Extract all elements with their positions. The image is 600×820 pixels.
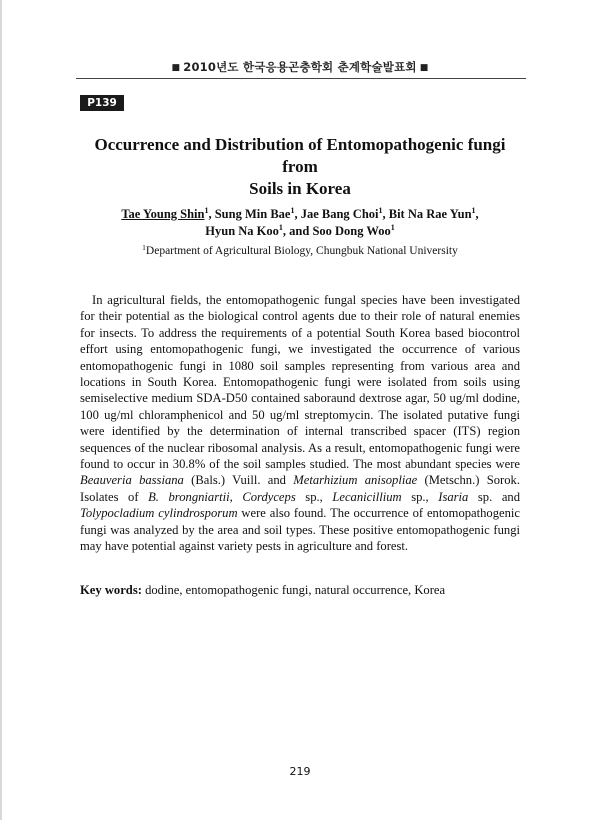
author-name: Tae Young Shin: [121, 207, 205, 221]
header-divider: [76, 78, 526, 79]
author-name: Sung Min Bae: [214, 207, 291, 221]
species-name: Beauveria bassiana: [80, 473, 184, 488]
author-separator: ,: [382, 207, 389, 221]
author-affiliation-mark: 1: [378, 206, 383, 215]
conference-name: 2010년도 한국응용곤충학회 춘계학술발표회: [183, 60, 417, 74]
abstract-text: ,: [229, 489, 243, 504]
conference-header-text: [169, 59, 432, 75]
title-line-2: Soils in Korea: [249, 179, 351, 198]
author-separator: ,: [475, 207, 479, 221]
page-number: 219: [289, 765, 311, 778]
author-affiliation-mark: 1: [278, 223, 283, 232]
author-affiliation-mark: 1: [290, 206, 295, 215]
keywords: [80, 582, 520, 598]
affiliation-mark: 1: [142, 243, 146, 252]
author-name: Hyun Na Koo: [205, 224, 279, 238]
author-name: Soo Dong Woo: [312, 224, 391, 238]
abstract-text: In agricultural fields, the entomopathogenic fungal species have been investigated for their potential as the biological control agents due to their role of natural enemies for insects. To address the requirements of a potential South Korea based biocontrol effort using entomopathogenic fungi, we investigated the occurrence of various entomopathogenic fungi in 1080 soil samples representing from various area and locations in South Korea. Entomopathogenic fungi were isolated from soils using semiselective medium SDA-D50 contained saboraund dextrose agar, 50 ug/ml dodine, 100 ug/ml chloramphenicol and 50 ug/ml streptomycin. The isolated putative fungi were identified by the determination of internal transcribed spacer (ITS) region sequences of the nuclear ribosomal analysis. As a result, entomopathogenic fungi were found to occur in 30.8% of the soil samples studied. The most abundant species were: [80, 293, 520, 472]
header-bullet-left: ■: [171, 63, 181, 73]
author-name: Bit Na Rae Yun: [388, 207, 472, 221]
species-name: Metarhizium anisopliae: [293, 473, 418, 488]
abstract-text: sp.,: [295, 489, 333, 504]
page-edge: [0, 0, 2, 820]
abstract-text: (Bals.) Vuill. and: [183, 473, 294, 488]
species-name: Tolypocladium cylindrosporum: [80, 506, 238, 521]
author-separator: ,: [294, 207, 301, 221]
abstract-text: (Metschn.) Sorok. Isolates of: [80, 473, 520, 504]
header-bullet-right: ■: [419, 63, 429, 73]
abstract-body: [80, 292, 520, 555]
species-name: B. brongniartii: [148, 489, 230, 504]
author-name: Jae Bang Choi: [300, 207, 379, 221]
author-separator: , and: [282, 224, 313, 238]
keywords-text: dodine, entomopathogenic fungi, natural occurrence, Korea: [141, 583, 446, 597]
author-affiliation-mark: 1: [204, 206, 209, 215]
affiliation: [80, 244, 520, 259]
paper-title: [80, 134, 520, 200]
author-separator: ,: [208, 207, 215, 221]
author-list: [80, 206, 520, 240]
species-name: Cordyceps: [242, 489, 296, 504]
abstract-text: were also found. The occurrence of entomopathogenic fungi was analyzed by the area and soil types. These positive entomopathogenic fungi may have potential against variety pests in agriculture and forest.: [80, 506, 520, 554]
species-name: Lecanicillium: [332, 489, 402, 504]
species-name: Isaria: [438, 489, 469, 504]
poster-code-badge: P139: [80, 95, 124, 111]
affiliation-text: Department of Agricultural Biology, Chungbuk National University: [145, 245, 458, 257]
author-affiliation-mark: 1: [390, 223, 395, 232]
keywords-label: Key words:: [80, 583, 142, 597]
abstract-text: sp. and: [468, 489, 520, 504]
abstract-text: sp.,: [401, 489, 439, 504]
title-line-1: Occurrence and Distribution of Entomopathogenic fungi from: [94, 135, 506, 176]
conference-header: [76, 58, 524, 76]
author-affiliation-mark: 1: [471, 206, 476, 215]
